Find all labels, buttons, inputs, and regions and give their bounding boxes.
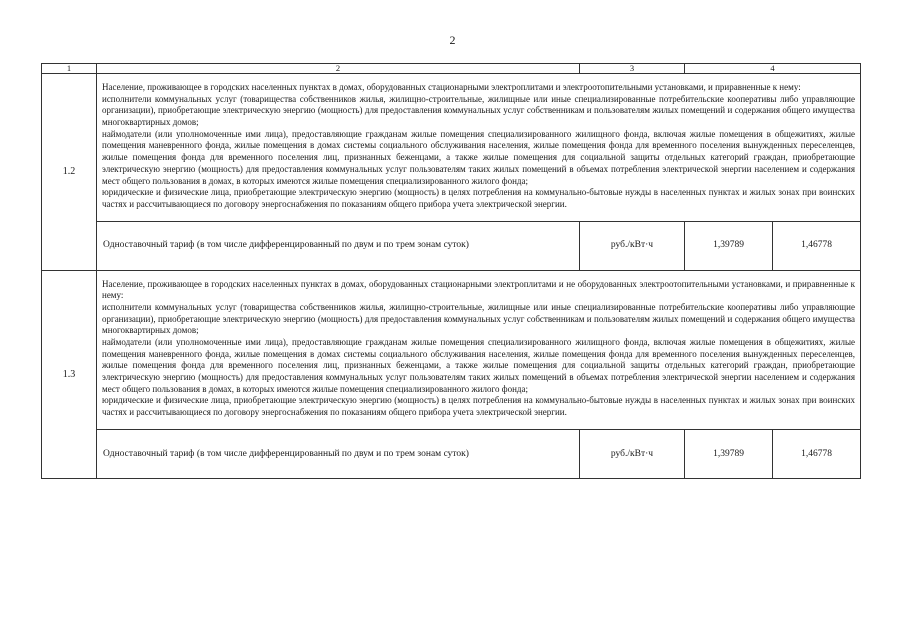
- column-header-3: 3: [580, 64, 685, 74]
- tariff-value-2: 1,46778: [773, 429, 861, 478]
- table-row-description: [42, 270, 861, 429]
- consumer-group-description: [97, 74, 861, 222]
- table-row-description: [42, 74, 861, 222]
- row-number: 1.3: [42, 270, 97, 478]
- table-row-tariff: [42, 429, 861, 478]
- description-paragraph: юридические и физические лица, приобретающие электрическую энергию (мощность) в целях потребления на коммунально-бытовые нужды в населенных пунктах и жилых зонах при воинских частях и рассчитывающиеся по договору энергоснабжения по показаниям общего прибора учета электрической энергии.: [102, 187, 855, 209]
- column-header-1: 1: [42, 64, 97, 74]
- tariff-value-1: 1,39789: [685, 429, 773, 478]
- tariff-value-2: 1,46778: [773, 221, 861, 270]
- tariff-value-1: 1,39789: [685, 221, 773, 270]
- column-header-4: 4: [685, 64, 861, 74]
- tariff-unit: руб./кВт·ч: [580, 221, 685, 270]
- table-row-tariff: [42, 221, 861, 270]
- consumer-group-description: [97, 270, 861, 429]
- tariff-name: Одноставочный тариф (в том числе дифференцированный по двум и по трем зонам суток): [97, 221, 580, 270]
- page-number: 2: [449, 33, 456, 47]
- column-header-2: 2: [97, 64, 580, 74]
- description-paragraph: исполнители коммунальных услуг (товарищества собственников жилья, жилищно-строительные, жилищные или иные специализированные потребительские кооперативы либо управляющие организации), приобретающие электрическую энергию (мощность) для предоставления коммунальных услуг собственникам и пользователям жилых помещений и содержания общего имущества многоквартирных домов;: [102, 301, 855, 336]
- description-paragraph: исполнители коммунальных услуг (товарищества собственников жилья, жилищно-строительные, жилищные или иные специализированные потребительские кооперативы либо управляющие организации), приобретающие электрическую энергию (мощность) для предоставления коммунальных услуг собственникам и пользователям жилых помещений и содержания общего имущества многоквартирных домов;: [102, 93, 855, 128]
- column-header-row: [42, 64, 861, 74]
- description-paragraph: юридические и физические лица, приобретающие электрическую энергию (мощность) в целях потребления на коммунально-бытовые нужды в населенных пунктах и жилых зонах при воинских частях и рассчитывающиеся по договору энергоснабжения по показаниям общего прибора учета электрической энергии.: [102, 395, 855, 418]
- description-paragraph: наймодатели (или уполномоченные ими лица), предоставляющие гражданам жилые помещения специализированного жилищного фонда, включая жилые помещения в общежитиях, жилые помещения маневренного фонда, жилые помещения в домах системы социального обслуживания населения, жилые помещения фонда для временного поселения вынужденных переселенцев, жилые помещения фонда для временного поселения лиц, признанных беженцами, а также жилые помещения для социальной защиты отдельных категорий граждан, приобретающие электрическую энергию (мощность) для предоставления коммунальных услуг пользователям таких жилых помещений в объемах потребления электрической энергии населением и содержания мест общего пользования в домах, в которых имеются жилые помещения специализированного жилого фонда;: [102, 128, 855, 186]
- description-paragraph: Население, проживающее в городских населенных пунктах в домах, оборудованных стационарными электроплитами и электроотопительными установками, и приравненные к нему:: [102, 82, 801, 92]
- tariff-name: Одноставочный тариф (в том числе дифференцированный по двум и по трем зонам суток): [97, 429, 580, 478]
- row-number: 1.2: [42, 74, 97, 271]
- description-paragraph: Население, проживающее в городских населенных пунктах в домах, оборудованных стационарными электроплитами и не оборудованных электроотопительными установками, и приравненные к нему:: [102, 278, 855, 301]
- tariff-table: [41, 63, 861, 479]
- description-paragraph: наймодатели (или уполномоченные ими лица), предоставляющие гражданам жилые помещения специализированного жилищного фонда, включая жилые помещения в общежитиях, жилые помещения маневренного фонда, жилые помещения в домах системы социального обслуживания населения, жилые помещения фонда для временного поселения вынужденных переселенцев, жилые помещения фонда для временного поселения лиц, признанных беженцами, а также жилые помещения для социальной защиты отдельных категорий граждан, приобретающие электрическую энергию (мощность) для предоставления коммунальных услуг пользователям таких жилых помещений в объемах потребления электрической энергии населением и содержания мест общего пользования в домах, в которых имеются жилые помещения специализированного жилого фонда;: [102, 337, 855, 394]
- tariff-unit: руб./кВт·ч: [580, 429, 685, 478]
